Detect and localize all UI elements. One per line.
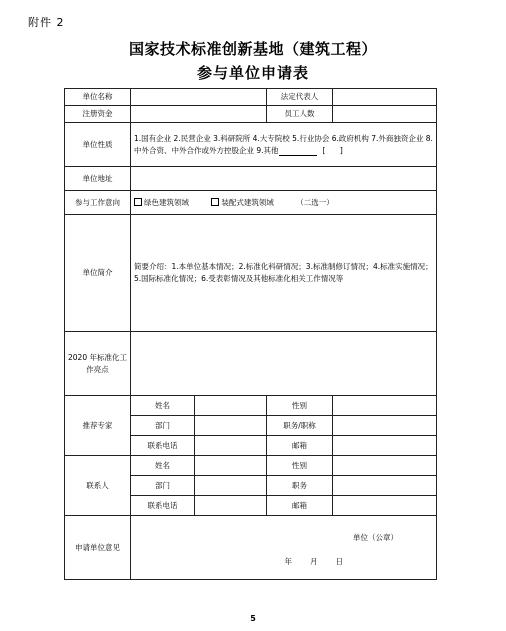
expert-email-label: 邮箱 [267,436,333,456]
contact-email-label: 邮箱 [267,496,333,516]
choose-one-note: （二选一） [296,197,334,207]
expert-position-title-field[interactable] [333,416,437,436]
unit-nature-bracket: [ ] [322,145,349,155]
unit-name-label: 单位名称 [65,89,131,106]
application-form-table [64,88,437,580]
reg-capital-field[interactable] [131,106,267,123]
checkbox-green-icon[interactable] [134,198,142,206]
expert-dept-label: 部门 [131,416,195,436]
contact-name-field[interactable] [195,456,267,476]
contact-dept-label: 部门 [131,476,195,496]
contact-phone-label: 联系电话 [131,496,195,516]
contact-label: 联系人 [65,456,131,516]
expert-gender-field[interactable] [333,396,437,416]
address-label: 单位地址 [65,167,131,191]
unit-seal-label: 单位（公章） [353,533,398,542]
page-number: 5 [250,614,256,623]
contact-dept-field[interactable] [195,476,267,496]
attachment-label: 附件 2 [28,16,65,29]
row-unit-nature [65,123,437,167]
row-highlights [65,332,437,396]
row-contact-name [65,456,437,476]
expert-phone-label: 联系电话 [131,436,195,456]
unit-nature-options: 1.国有企业 2.民营企业 3.科研院所 4.大专院校 5.行业协会 6.政府机构 7.外商独资企业 8.中外合资、中外合作或外方控股企业 9.其他 [134,133,433,155]
green-building-label: 绿色建筑领域 [144,197,189,207]
unit-name-field[interactable] [131,89,267,106]
contact-name-label: 姓名 [131,456,195,476]
contact-phone-field[interactable] [195,496,267,516]
expert-gender-label: 性别 [267,396,333,416]
row-direction [65,191,437,215]
row-reg-capital [65,106,437,123]
brief-field[interactable]: 简要介绍：1.本单位基本情况；2.标准化科研情况；3.标准制修订情况；4.标准实施情况；5.国际标准化情况；6.受表彰情况及其他标准化相关工作情况等 [131,215,437,332]
other-underline [279,148,317,156]
opinion-content [131,516,436,579]
row-opinion [65,516,437,580]
direction-label: 参与工作意向 [65,191,131,215]
row-brief [65,215,437,332]
document-subtitle: 参与单位申请表 [196,64,309,82]
expert-position-title-label: 职务/职称 [267,416,333,436]
contact-gender-field[interactable] [333,456,437,476]
date-day-label: 日 [335,557,343,566]
direction-field [131,191,437,215]
contact-position-field[interactable] [333,476,437,496]
checkbox-prefab-icon[interactable] [211,198,219,206]
legal-rep-field[interactable] [333,89,437,106]
expert-phone-field[interactable] [195,436,267,456]
document-title: 国家技术标准创新基地（建筑工程） [128,40,377,58]
row-unit-name [65,89,437,106]
contact-position-label: 职务 [267,476,333,496]
date-line [285,556,362,568]
date-year-label: 年 [284,557,292,566]
contact-email-field[interactable] [333,496,437,516]
row-address [65,167,437,191]
opinion-label: 申请单位意见 [65,516,131,580]
contact-gender-label: 性别 [267,456,333,476]
highlights-label: 2020 年标准化工作亮点 [65,332,131,396]
prefab-building-label: 装配式建筑领域 [221,197,274,207]
unit-nature-label: 单位性质 [65,123,131,167]
expert-name-label: 姓名 [131,396,195,416]
highlights-field[interactable] [131,332,437,396]
employees-label: 员工人数 [267,106,333,123]
expert-label: 推荐专家 [65,396,131,456]
address-field[interactable] [131,167,437,191]
expert-name-field[interactable] [195,396,267,416]
unit-nature-field[interactable] [131,123,437,167]
reg-capital-label: 注册资金 [65,106,131,123]
opinion-field[interactable] [131,516,437,580]
brief-label: 单位简介 [65,215,131,332]
expert-email-field[interactable] [333,436,437,456]
expert-dept-field[interactable] [195,416,267,436]
date-month-label: 月 [310,557,318,566]
employees-field[interactable] [333,106,437,123]
prefab-building-option[interactable] [211,198,284,207]
legal-rep-label: 法定代表人 [267,89,333,106]
green-building-option[interactable] [134,198,199,207]
row-expert-name [65,396,437,416]
